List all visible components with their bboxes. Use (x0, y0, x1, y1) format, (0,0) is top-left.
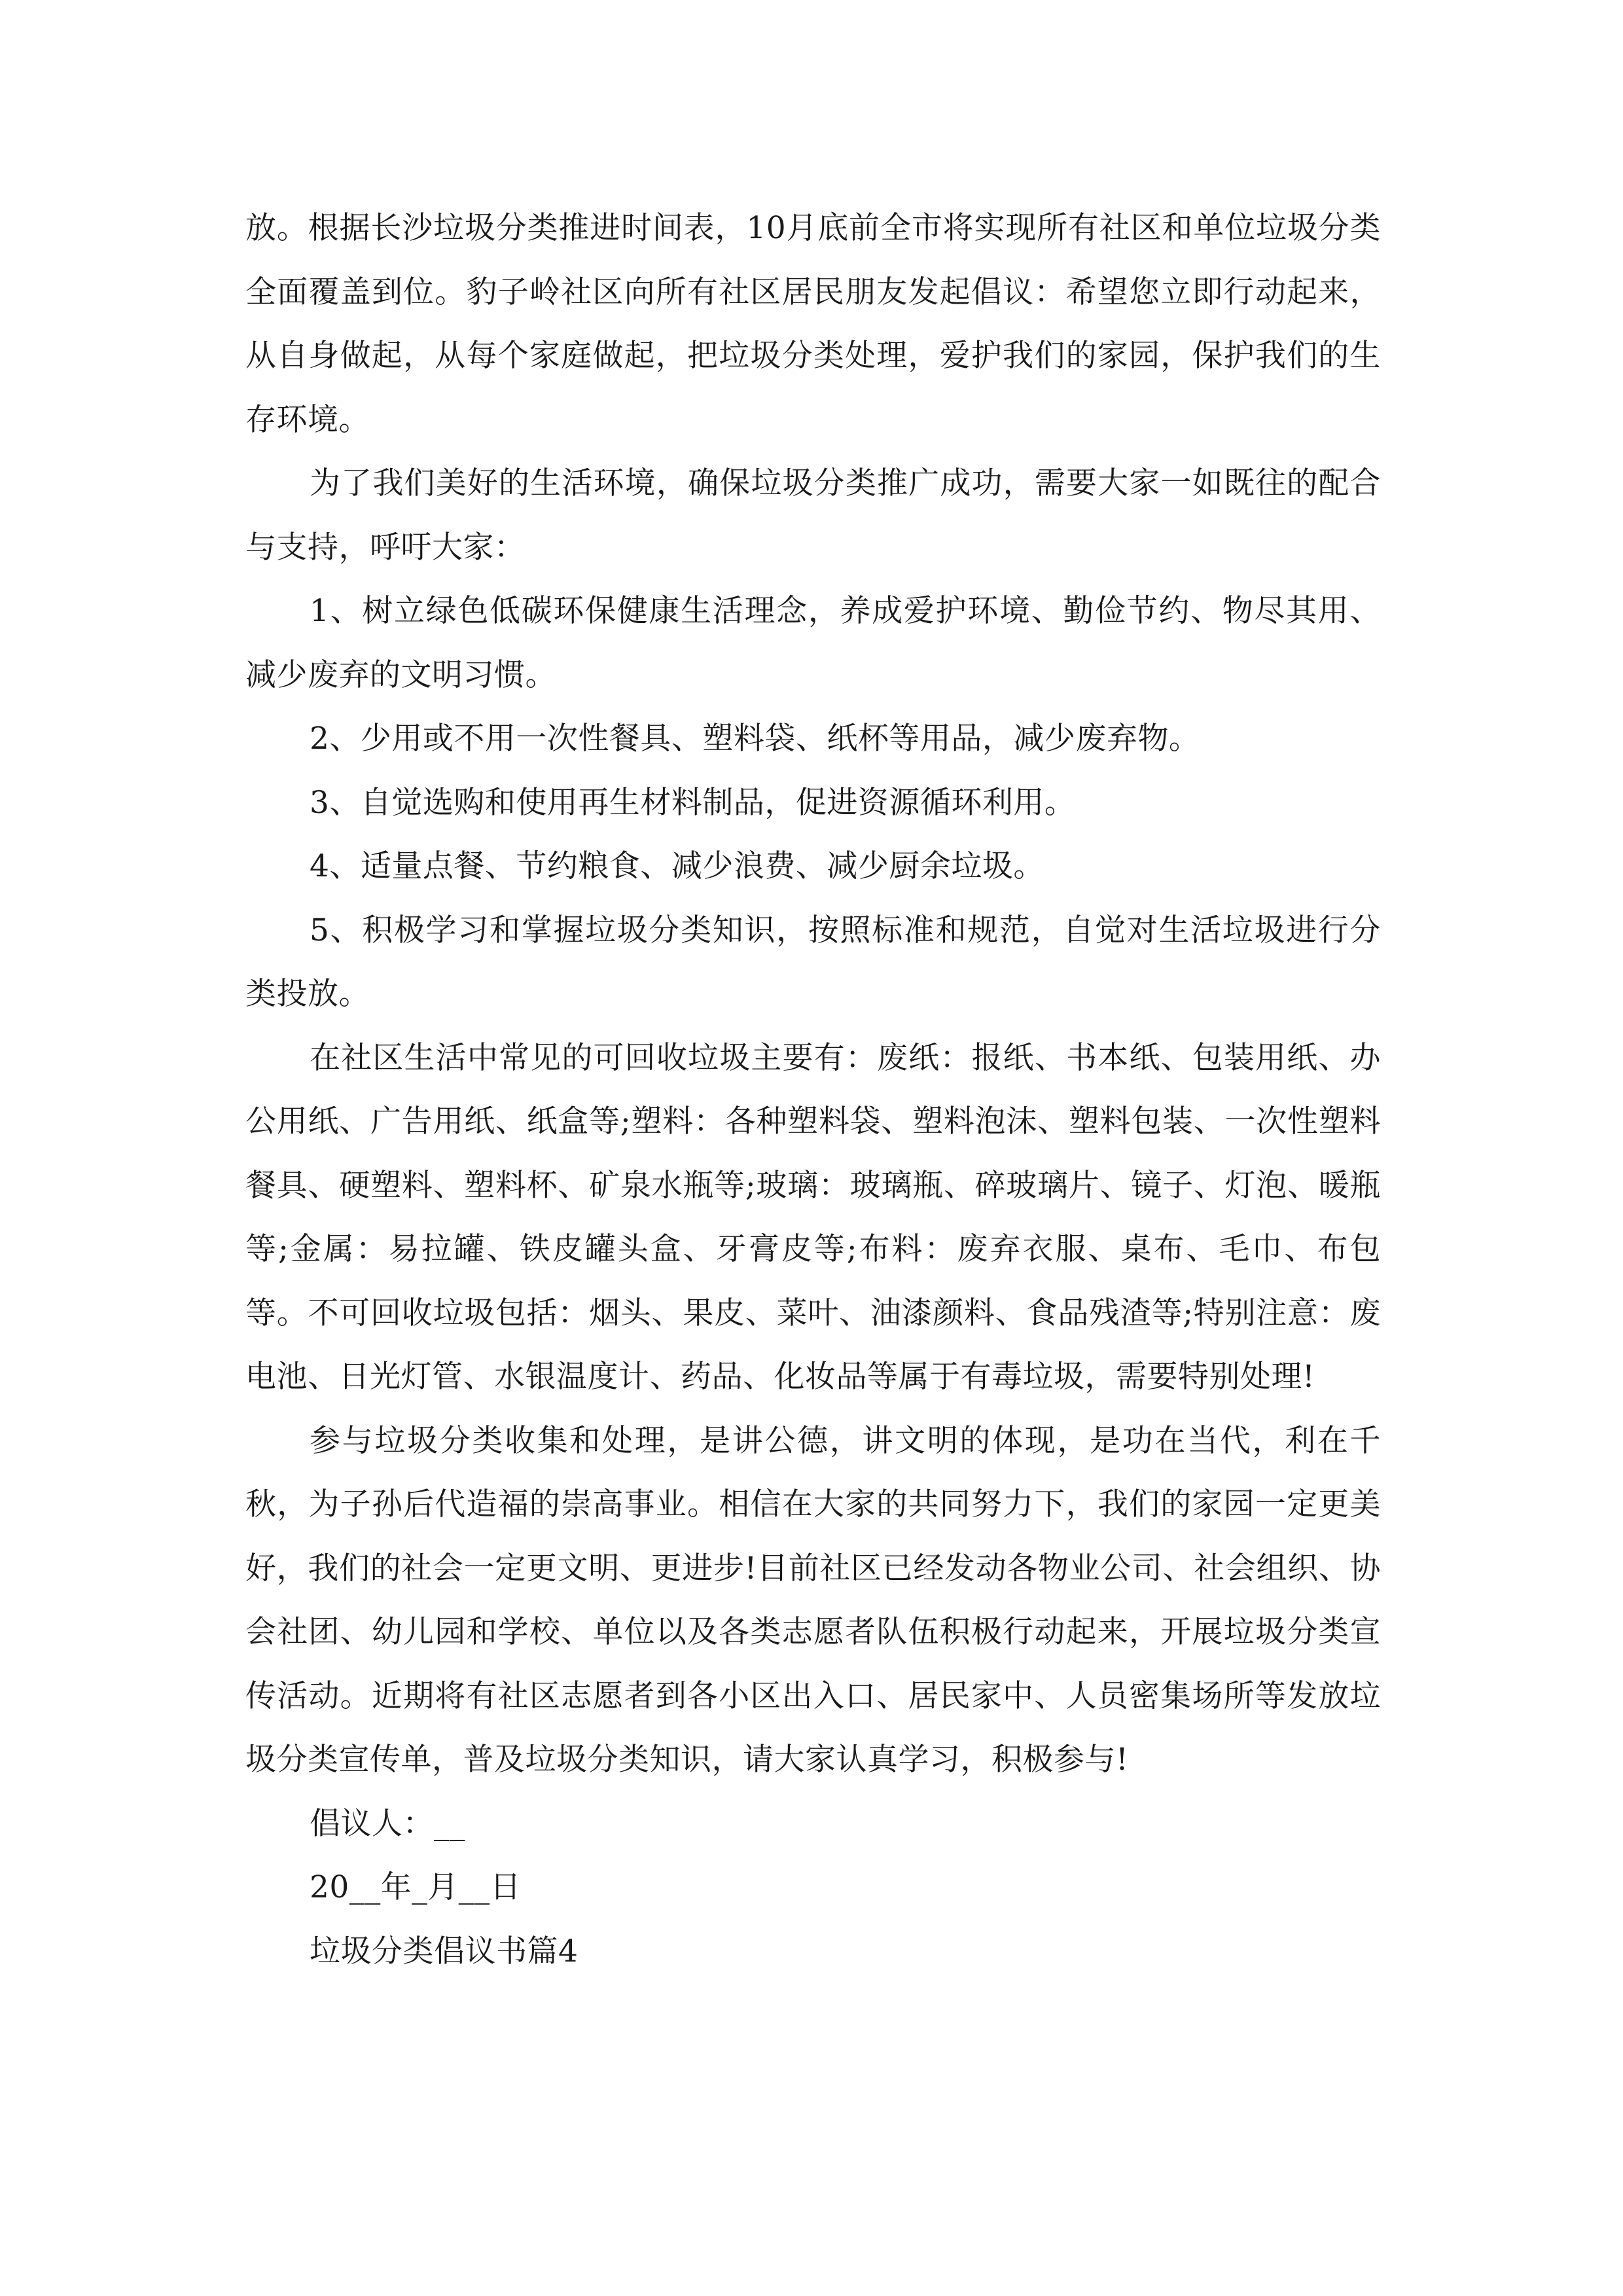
list-item-3: 3、自觉选购和使用再生材料制品，促进资源循环利用。 (310, 784, 1076, 821)
list-item-5: 5、积极学习和掌握垃圾分类知识，按照标准和规范，自觉对生活垃圾进行分类投放。 (245, 912, 1381, 1012)
paragraph-intro-continued: 放。根据长沙垃圾分类推进时间表，10月底前全市将实现所有社区和单位垃圾分类全面覆盖到位。豹子岭社区向所有社区居民朋友发起倡议：希望您立即行动起来，从自身做起，从每个家庭做起，把垃圾分类处理，爱护我们的家园，保护我们的生存环境。 (245, 210, 1381, 438)
list-item-2: 2、少用或不用一次性餐具、塑料袋、纸杯等用品，减少废弃物。 (310, 721, 1200, 757)
paragraph-call-to-action: 为了我们美好的生活环境，确保垃圾分类推广成功，需要大家一如既往的配合与支持，呼吁大家： (245, 465, 1381, 565)
list-item-4: 4、适量点餐、节约粮食、减少浪费、减少厨余垃圾。 (310, 848, 1044, 884)
next-section-title: 垃圾分类倡议书篇4 (310, 1933, 579, 1969)
list-item-1: 1、树立绿色低碳环保健康生活理念，养成爱护环境、勤俭节约、物尽其用、减少废弃的文明习惯。 (245, 593, 1381, 693)
date-line: 20__年_月__日 (310, 1869, 522, 1905)
paragraph-closing: 参与垃圾分类收集和处理，是讲公德，讲文明的体现，是功在当代，利在千秋，为子孙后代造福的崇高事业。相信在大家的共同努力下，我们的家园一定更美好，我们的社会一定更文明、更进步!目前社区已经发动各物业公司、社会组织、协会社团、幼儿园和学校、单位以及各类志愿者队伍积极行动起来，开展垃圾分类宣传活动。近期将有社区志愿者到各小区出入口、居民家中、人员密集场所等发放垃圾分类宣传单，普及垃圾分类知识，请大家认真学习，积极参与! (245, 1422, 1381, 1778)
signature-line: 倡议人：__ (310, 1805, 465, 1842)
paragraph-recyclables: 在社区生活中常见的可回收垃圾主要有：废纸：报纸、书本纸、包装用纸、办公用纸、广告用纸、纸盒等;塑料：各种塑料袋、塑料泡沫、塑料包装、一次性塑料餐具、硬塑料、塑料杯、矿泉水瓶等;玻璃：玻璃瓶、碎玻璃片、镜子、灯泡、暖瓶等;金属：易拉罐、铁皮罐头盒、牙膏皮等;布料：废弃衣服、桌布、毛巾、布包等。不可回收垃圾包括：烟头、果皮、菜叶、油漆颜料、食品残渣等;特别注意：废电池、日光灯管、水银温度计、药品、化妆品等属于有毒垃圾，需要特别处理! (245, 1039, 1381, 1395)
document-page (245, 196, 1381, 1983)
